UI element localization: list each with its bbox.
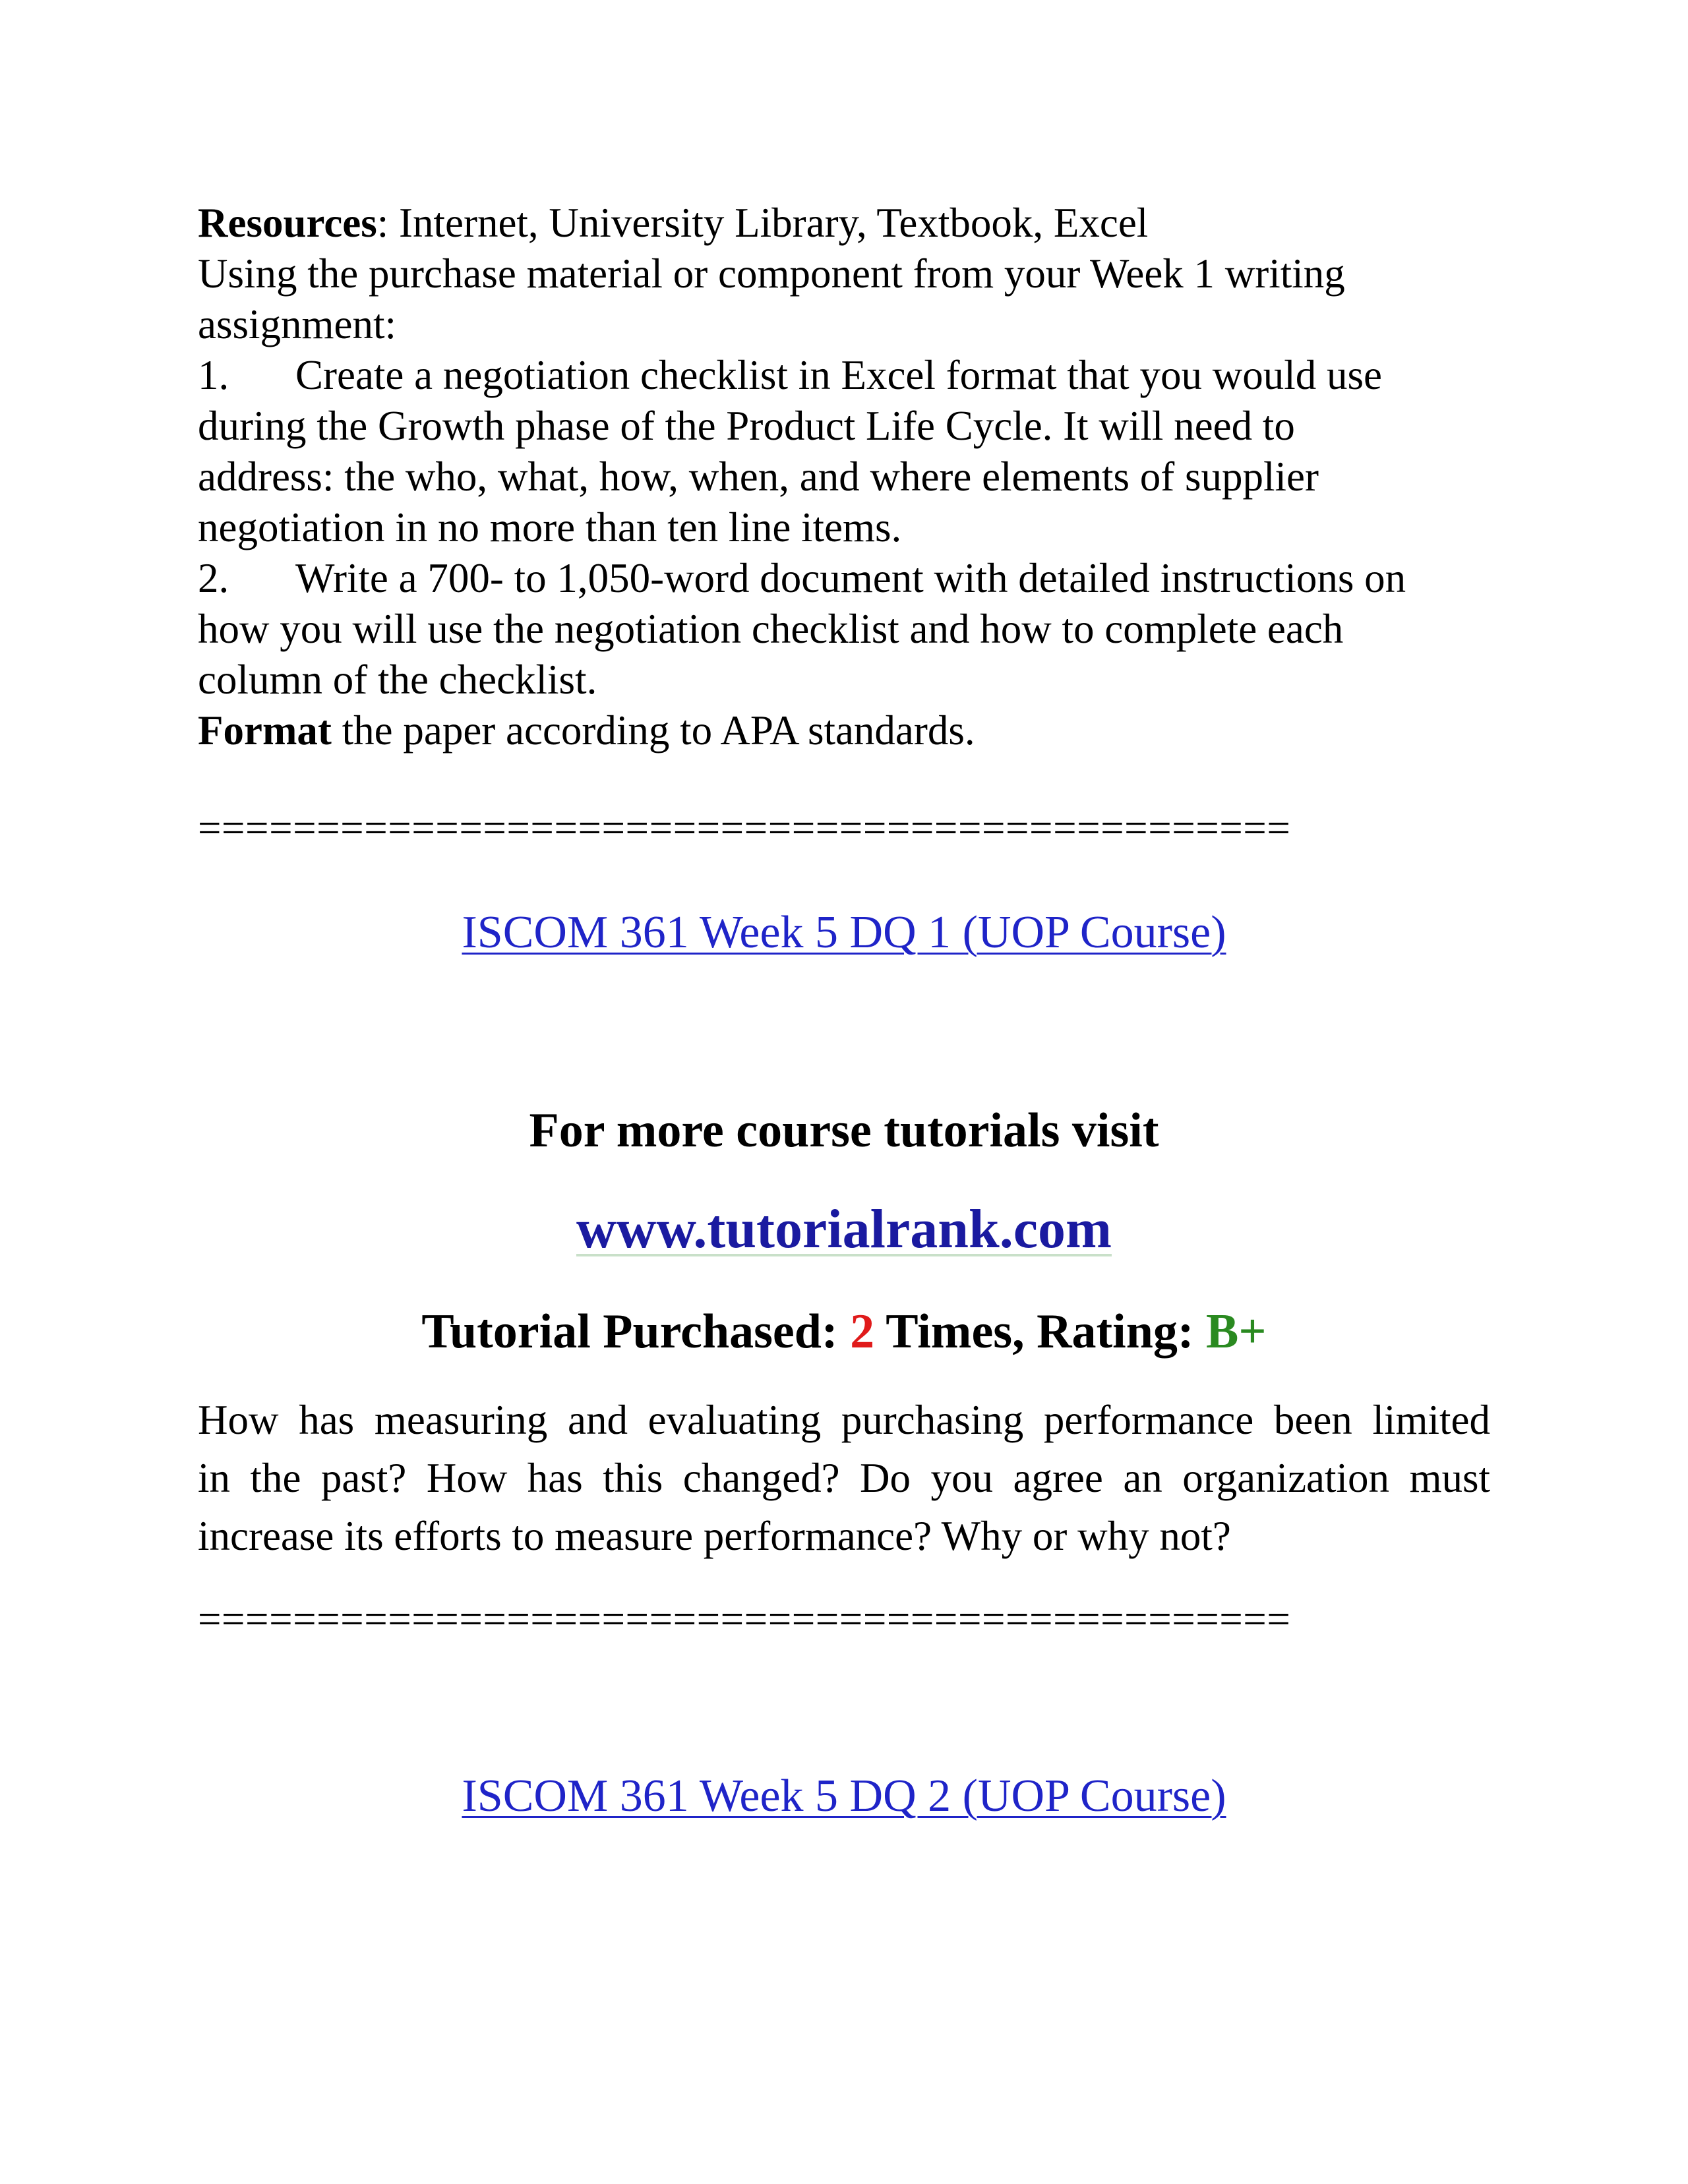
question-line: increase its efforts to measure performance? Why or why not? <box>198 1513 1231 1559</box>
item-text-line: address: the who, what, how, when, and where elements of supplier <box>198 454 1319 500</box>
stats-middle: Times, Rating: <box>874 1305 1207 1359</box>
format-label: Format <box>198 707 332 753</box>
item-text: Write a 700- to 1,050-word document with detailed instructions on <box>295 555 1406 601</box>
assignment-block <box>198 198 1490 756</box>
intro-line: Using the purchase material or component from your Week 1 writing <box>198 251 1345 297</box>
resources-line <box>198 198 1490 249</box>
item-text-line: negotiation in no more than ten line items. <box>198 504 902 550</box>
stats-prefix: Tutorial Purchased: <box>421 1305 851 1359</box>
visit-heading: For more course tutorials visit <box>529 1104 1159 1158</box>
dq1-link-wrap <box>0 903 1688 962</box>
separator-line: ============================================== <box>198 1596 1291 1642</box>
format-text: the paper according to APA standards. <box>331 707 975 753</box>
item-number: 2. <box>198 555 229 601</box>
item-text-line: how you will use the negotiation checklist and how to complete each <box>198 606 1344 652</box>
dq1-question <box>198 1391 1490 1565</box>
question-line: How has measuring and evaluating purchasing performance been limited <box>198 1397 1490 1443</box>
dq1-title-link[interactable]: ISCOM 361 Week 5 DQ 1 (UOP Course) <box>462 907 1226 958</box>
item-text: Create a negotiation checklist in Excel format that you would use <box>295 352 1382 398</box>
list-item-1 <box>198 350 1490 401</box>
resources-text: : Internet, University Library, Textbook, Excel <box>377 200 1149 246</box>
item-text-line: during the Growth phase of the Product Life Cycle. It will need to <box>198 403 1295 449</box>
separator-line: ============================================== <box>198 805 1291 851</box>
rating-grade: B+ <box>1206 1305 1267 1359</box>
site-link-wrap <box>0 1196 1688 1262</box>
tutorialrank-site-link[interactable]: www.tutorialrank.com <box>576 1198 1112 1260</box>
item-number: 1. <box>198 352 229 398</box>
list-item-2 <box>198 553 1490 604</box>
dq2-title-link[interactable]: ISCOM 361 Week 5 DQ 2 (UOP Course) <box>462 1771 1226 1821</box>
item-text-line: column of the checklist. <box>198 657 597 703</box>
question-line: in the past? How has this changed? Do you agree an organization must <box>198 1455 1490 1501</box>
dq2-link-wrap <box>0 1767 1688 1826</box>
intro-line: assignment: <box>198 301 396 347</box>
purchase-stats <box>0 1302 1688 1361</box>
resources-label: Resources <box>198 200 377 246</box>
format-line <box>198 705 1490 756</box>
purchased-count: 2 <box>850 1305 875 1359</box>
